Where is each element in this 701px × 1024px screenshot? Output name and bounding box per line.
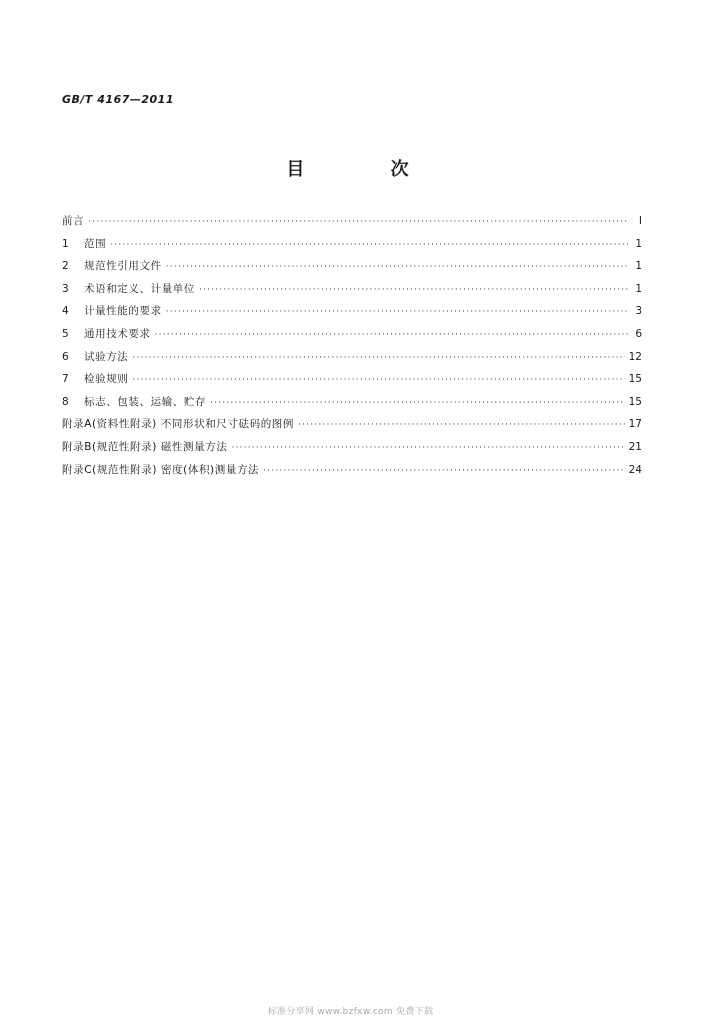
toc-entry-label: 前言 — [62, 215, 85, 227]
table-of-contents — [62, 210, 642, 481]
toc-entry-2[interactable] — [62, 255, 642, 278]
dot-leader — [231, 437, 624, 460]
dot-leader — [132, 347, 624, 370]
toc-entry-label: 通用技术要求 — [84, 327, 151, 340]
toc-entry-page: 1 — [635, 282, 642, 295]
toc-entry-label: 术语和定义、计量单位 — [84, 282, 195, 295]
toc-entry-number: 3 — [62, 282, 69, 295]
toc-entry-page: 24 — [628, 463, 642, 476]
toc-entry-annex-c[interactable] — [62, 459, 642, 482]
toc-entry-page: 3 — [635, 305, 642, 318]
dot-leader — [166, 256, 628, 279]
toc-entry-number: 5 — [62, 327, 69, 340]
toc-entry-label: 附录B(规范性附录) 磁性测量方法 — [62, 440, 228, 453]
toc-entry-label: 附录A(资料性附录) 不同形状和尺寸砝码的图例 — [62, 418, 295, 431]
toc-entry-number: 1 — [62, 237, 69, 250]
toc-entry-1[interactable] — [62, 233, 642, 256]
toc-entry-4[interactable] — [62, 300, 642, 323]
toc-entry-page: 15 — [628, 395, 642, 408]
toc-entry-number: 4 — [62, 305, 69, 318]
watermark-footer: 标准分享网 www.bzfxw.com 免费下载 — [267, 1007, 434, 1017]
dot-leader — [110, 234, 628, 257]
toc-entry-label: 计量性能的要求 — [84, 305, 162, 318]
toc-entry-3[interactable] — [62, 278, 642, 301]
toc-entry-page: 12 — [628, 350, 642, 363]
toc-entry-label: 检验规则 — [84, 373, 129, 386]
toc-entry-foreword[interactable] — [62, 210, 642, 233]
toc-entry-annex-a[interactable] — [62, 413, 642, 436]
toc-entry-number: 8 — [62, 395, 69, 408]
dot-leader — [166, 301, 628, 324]
toc-entry-label: 标志、包装、运输、贮存 — [84, 395, 207, 408]
dot-leader — [155, 324, 628, 347]
toc-entry-number: 6 — [62, 350, 69, 363]
toc-entry-label: 试验方法 — [84, 350, 129, 363]
toc-entry-5[interactable] — [62, 323, 642, 346]
standard-code: GB/T 4167—2011 — [62, 93, 174, 106]
toc-entry-number: 2 — [62, 260, 69, 273]
toc-entry-annex-b[interactable] — [62, 436, 642, 459]
toc-entry-page: 1 — [635, 260, 642, 273]
page-title: 目 次 — [286, 159, 449, 180]
dot-leader — [88, 211, 628, 234]
dot-leader — [199, 279, 628, 302]
toc-entry-page: 17 — [628, 418, 642, 431]
dot-leader — [132, 369, 624, 392]
toc-entry-label: 附录C(规范性附录) 密度(体积)测量方法 — [62, 463, 260, 476]
dot-leader — [210, 392, 625, 415]
toc-entry-page: 15 — [628, 373, 642, 386]
toc-entry-6[interactable] — [62, 346, 642, 369]
toc-entry-label: 范围 — [84, 237, 107, 250]
toc-entry-number: 7 — [62, 373, 69, 386]
toc-entry-page: 6 — [635, 327, 642, 340]
toc-entry-page: Ⅰ — [638, 215, 642, 227]
dot-leader — [298, 414, 625, 437]
toc-entry-7[interactable] — [62, 368, 642, 391]
toc-entry-label: 规范性引用文件 — [84, 260, 162, 273]
toc-entry-page: 21 — [628, 440, 642, 453]
dot-leader — [263, 460, 624, 483]
toc-entry-page: 1 — [635, 237, 642, 250]
toc-entry-8[interactable] — [62, 391, 642, 414]
